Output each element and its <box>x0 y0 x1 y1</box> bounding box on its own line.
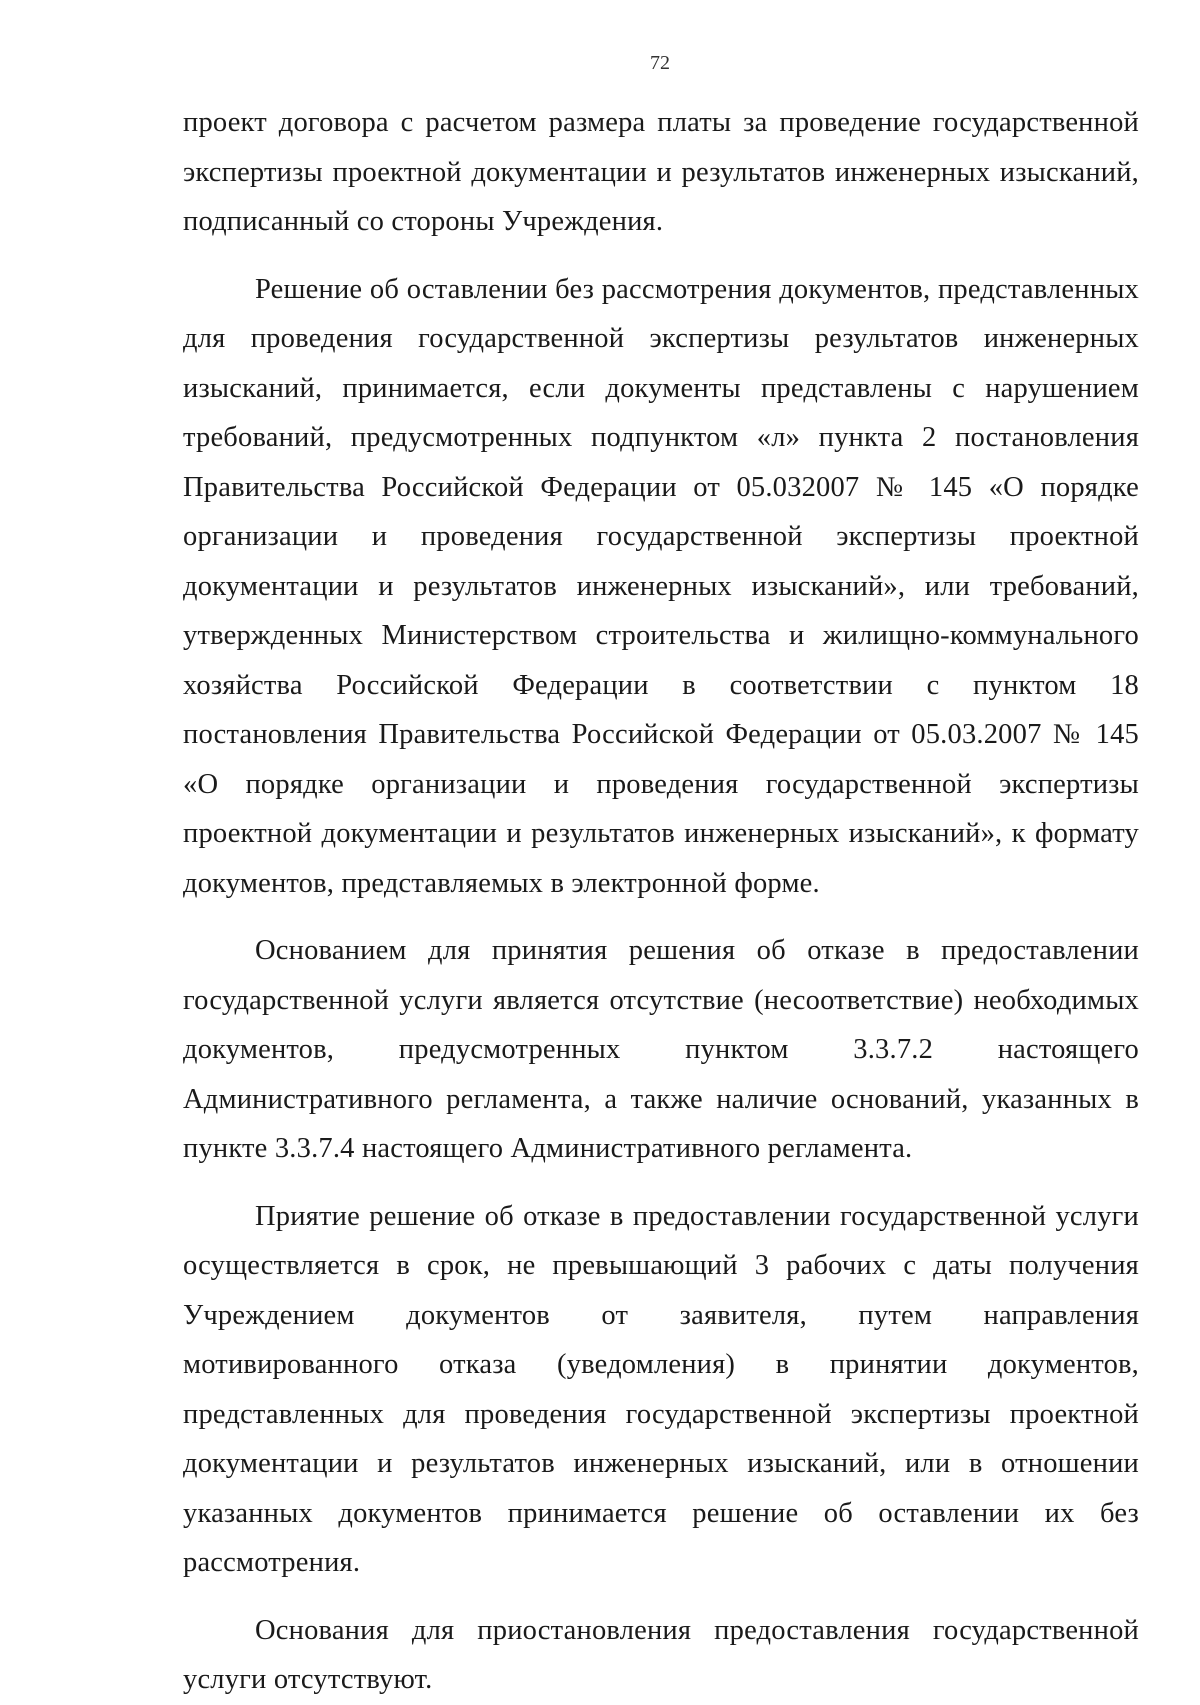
document-body <box>183 98 1139 1705</box>
page-number: 72 <box>650 52 670 74</box>
paragraph-refusal-timeline: Приятие решение об отказе в предоставлении государственной услуги осуществляется в срок, не превышающий 3 рабочих с даты получения Учреждением документов от заявителя, путем направления мотивированного отказа (уведомления) в принятии документов, представленных для проведения государственной экспертизы проектной документации и результатов инженерных изысканий, или в отношении указанных документов принимается решение об оставлении их без рассмотрения. <box>183 1200 1139 1578</box>
paragraph-grounds-for-refusal: Основанием для принятия решения об отказе в предоставлении государственной услуги является отсутствие (несоответствие) необходимых документов, предусмотренных пунктом 3.3.7.2 настоящего Административного регламента, а также наличие оснований, указанных в пункте 3.3.7.4 настоящего Административного регламента. <box>183 935 1139 1164</box>
paragraph-rejection-without-review: Решение об оставлении без рассмотрения документов, представленных для проведения государственной экспертизы результатов инженерных изысканий, принимается, если документы представлены с нарушением требований, предусмотренных подпунктом «л» пункта 2 постановления Правительства Российской Федерации от 05.032007 № 145 «О порядке организации и проведения государственной экспертизы проектной документации и результатов инженерных изысканий», или требований, утвержденных Министерством строительства и жилищно-коммунального хозяйства Российской Федерации в соответствии с пунктом 18 постановления Правительства Российской Федерации от 05.03.2007 № 145 «О порядке организации и проведения государственной экспертизы проектной документации и результатов инженерных изысканий», к формату документов, представляемых в электронной форме. <box>183 273 1139 899</box>
paragraph-no-suspension-grounds: Основания для приостановления предоставления государственной услуги отсутствуют. <box>183 1614 1139 1695</box>
paragraph-continuation: проект договора с расчетом размера платы за проведение государственной экспертизы проектной документации и результатов инженерных изысканий, подписанный со стороны Учреждения. <box>183 107 1139 237</box>
